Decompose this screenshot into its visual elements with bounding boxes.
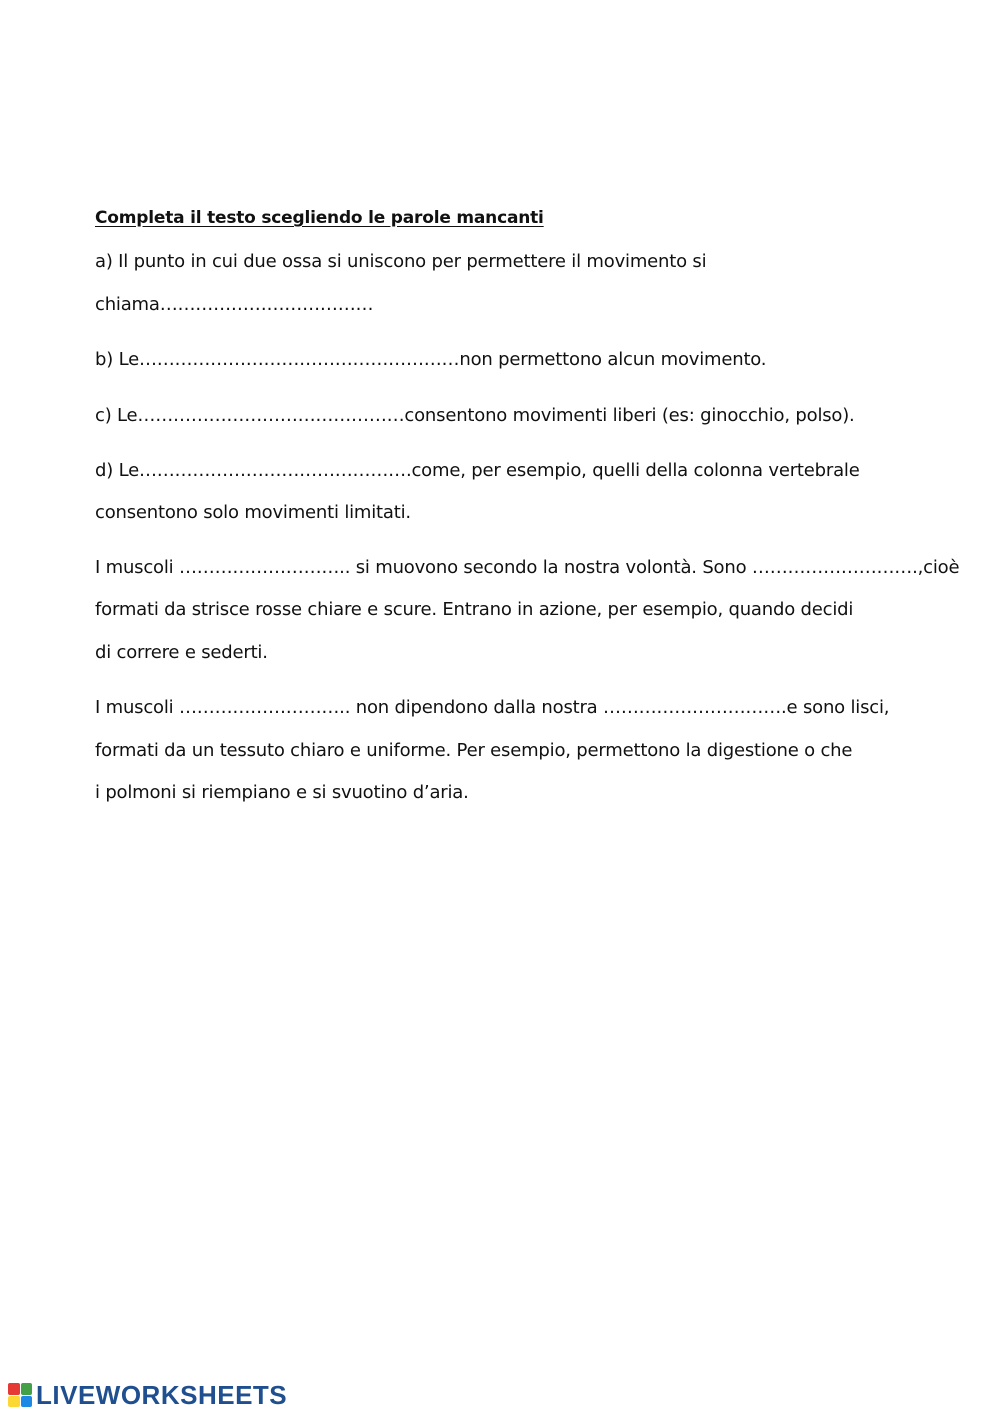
sentence-b: b) Le………………………………………………non permettono alcun movimento. — [95, 349, 767, 370]
sentence-a-line-2: chiama……………………………… — [95, 294, 374, 315]
logo-tile-green — [21, 1383, 33, 1395]
logo-tile-blue — [21, 1396, 33, 1408]
paragraph-1-line-2: formati da strisce rosse chiare e scure. Entrano in azione, per esempio, quando decidi — [95, 599, 854, 620]
logo-tile-yellow — [8, 1396, 20, 1408]
sentence-c: c) Le………………………………………consentono movimenti liberi (es: ginocchio, polso). — [95, 405, 855, 426]
paragraph-2-line-1: I muscoli ……………………….. non dipendono dalla nostra ………………………….e sono lisci, — [95, 697, 890, 718]
worksheet-title: Completa il testo scegliendo le parole mancanti — [95, 208, 544, 228]
logo-text: LIVEWORKSHEETS — [36, 1380, 288, 1410]
paragraph-2-line-2: formati da un tessuto chiaro e uniforme. Per esempio, permettono la digestione o che — [95, 740, 853, 761]
paragraph-1-line-1: I muscoli ……………………….. si muovono secondo la nostra volontà. Sono ……………………….,cioè — [95, 557, 960, 578]
paragraph-1-line-3: di correre e sederti. — [95, 642, 268, 663]
sentence-d-line-2: consentono solo movimenti limitati. — [95, 502, 411, 523]
paragraph-2-line-3: i polmoni si riempiano e si svuotino d’aria. — [95, 782, 469, 803]
logo-tile-red — [8, 1383, 20, 1395]
sentence-a-line-1: a) Il punto in cui due ossa si uniscono per permettere il movimento si — [95, 251, 707, 272]
sentence-d-line-1: d) Le……………………………………….come, per esempio, quelli della colonna vertebrale — [95, 460, 860, 481]
liveworksheets-logo — [8, 1380, 287, 1410]
liveworksheets-logo-icon — [8, 1383, 32, 1407]
